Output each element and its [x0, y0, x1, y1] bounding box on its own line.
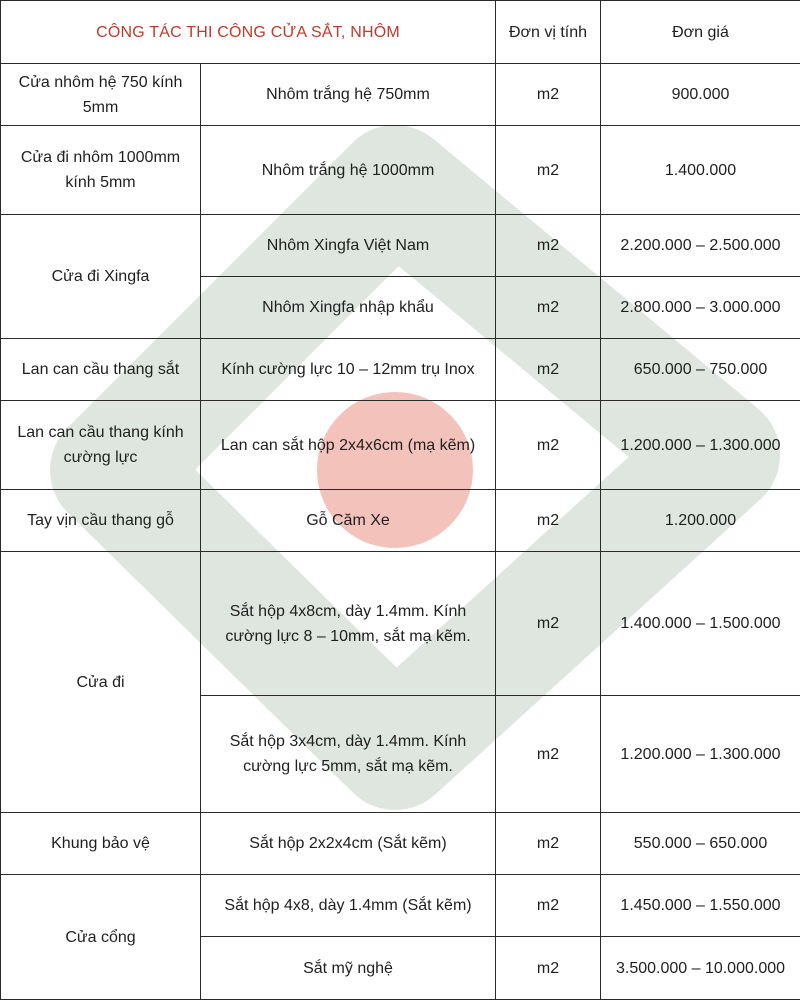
price-cell: 650.000 – 750.000 [601, 339, 800, 401]
table-row [1, 215, 800, 277]
price-cell: 1.200.000 [601, 490, 800, 552]
material-cell: Sắt hộp 4x8cm, dày 1.4mm. Kính cường lực 8 – 10mm, sắt mạ kẽm. [201, 552, 496, 696]
unit-cell: m2 [496, 875, 601, 937]
unit-cell: m2 [496, 401, 601, 490]
header-unit: Đơn vị tính [496, 1, 601, 64]
unit-cell: m2 [496, 813, 601, 875]
unit-cell: m2 [496, 696, 601, 813]
item-cell: Cửa đi nhôm 1000mm kính 5mm [1, 126, 201, 215]
unit-cell: m2 [496, 126, 601, 215]
material-cell: Nhôm trắng hệ 750mm [201, 64, 496, 126]
price-cell: 3.500.000 – 10.000.000 [601, 937, 800, 1000]
unit-cell: m2 [496, 277, 601, 339]
header-title: CÔNG TÁC THI CÔNG CỬA SẮT, NHÔM [1, 1, 496, 64]
price-cell: 1.200.000 – 1.300.000 [601, 696, 800, 813]
item-cell: Tay vịn cầu thang gỗ [1, 490, 201, 552]
material-cell: Kính cường lực 10 – 12mm trụ Inox [201, 339, 496, 401]
item-cell: Lan can cầu thang sắt [1, 339, 201, 401]
unit-cell: m2 [496, 215, 601, 277]
material-cell: Nhôm trắng hệ 1000mm [201, 126, 496, 215]
item-cell: Cửa nhôm hệ 750 kính 5mm [1, 64, 201, 126]
table-row [1, 813, 800, 875]
price-cell: 550.000 – 650.000 [601, 813, 800, 875]
price-cell: 1.450.000 – 1.550.000 [601, 875, 800, 937]
price-cell: 900.000 [601, 64, 800, 126]
table-row [1, 126, 800, 215]
table-row [1, 490, 800, 552]
price-cell: 1.200.000 – 1.300.000 [601, 401, 800, 490]
price-cell: 2.200.000 – 2.500.000 [601, 215, 800, 277]
price-cell: 1.400.000 [601, 126, 800, 215]
material-cell: Sắt mỹ nghệ [201, 937, 496, 1000]
item-cell: Cửa đi [1, 552, 201, 813]
unit-cell: m2 [496, 64, 601, 126]
item-cell: Cửa đi Xingfa [1, 215, 201, 339]
price-cell: 1.400.000 – 1.500.000 [601, 552, 800, 696]
material-cell: Sắt hộp 3x4cm, dày 1.4mm. Kính cường lực 5mm, sắt mạ kẽm. [201, 696, 496, 813]
material-cell: Sắt hộp 4x8, dày 1.4mm (Sắt kẽm) [201, 875, 496, 937]
table-row [1, 552, 800, 696]
table-row [1, 64, 800, 126]
table-row [1, 875, 800, 937]
item-cell: Khung bảo vệ [1, 813, 201, 875]
unit-cell: m2 [496, 552, 601, 696]
header-row [1, 1, 800, 64]
unit-cell: m2 [496, 937, 601, 1000]
unit-cell: m2 [496, 490, 601, 552]
unit-cell: m2 [496, 339, 601, 401]
item-cell: Cửa cổng [1, 875, 201, 1000]
table-row [1, 401, 800, 490]
price-cell: 2.800.000 – 3.000.000 [601, 277, 800, 339]
material-cell: Gỗ Căm Xe [201, 490, 496, 552]
material-cell: Nhôm Xingfa Việt Nam [201, 215, 496, 277]
material-cell: Lan can sắt hộp 2x4x6cm (mạ kẽm) [201, 401, 496, 490]
material-cell: Nhôm Xingfa nhập khẩu [201, 277, 496, 339]
item-cell: Lan can cầu thang kính cường lực [1, 401, 201, 490]
header-price: Đơn giá [601, 1, 800, 64]
material-cell: Sắt hộp 2x2x4cm (Sắt kẽm) [201, 813, 496, 875]
table-row [1, 339, 800, 401]
